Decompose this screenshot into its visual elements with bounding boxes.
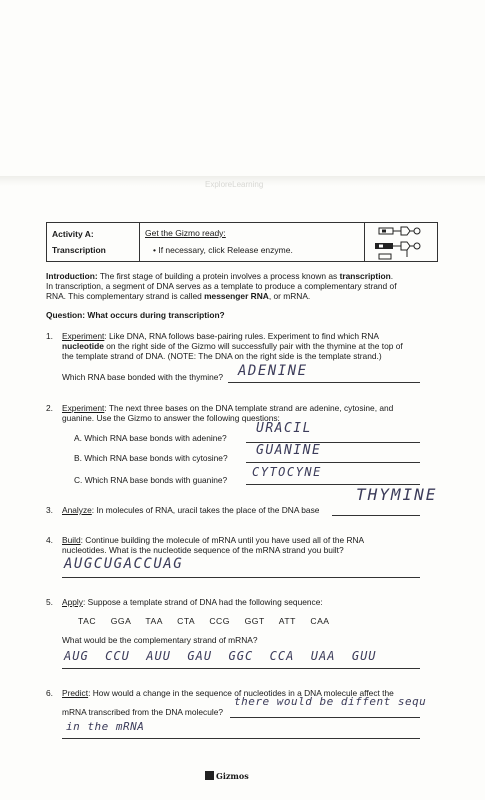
q6-answer-line-2-text[interactable]: in the mRNA bbox=[66, 720, 145, 733]
activity-label-cell bbox=[47, 223, 140, 261]
q1-line-3: the template strand of DNA. (NOTE: The DNA on the right side is the template strand.) bbox=[62, 351, 382, 361]
nucleotide-diagram-icon bbox=[365, 223, 437, 261]
q6-answer-line-1 bbox=[230, 717, 420, 718]
q2a-answer[interactable]: URACIL bbox=[256, 421, 312, 436]
q3-answer[interactable]: THYMINE bbox=[356, 485, 438, 504]
q5-text: Apply: Suppose a template strand of DNA had the following sequence: bbox=[62, 597, 323, 607]
question-heading: Question: What occurs during transcription? bbox=[46, 310, 225, 320]
q2b-answer[interactable]: GUANINE bbox=[256, 443, 322, 458]
setup-bullet: • If necessary, click Release enzyme. bbox=[153, 245, 293, 255]
q2c-prompt: C. Which RNA base bonds with guanine? bbox=[74, 475, 228, 485]
q4-answer[interactable]: AUGCUGACCUAG bbox=[64, 556, 184, 572]
q3-text: Analyze: In molecules of RNA, uracil takes the place of the DNA base bbox=[62, 505, 320, 515]
q4-number: 4. bbox=[46, 535, 53, 545]
q6-line-2: mRNA transcribed from the DNA molecule? bbox=[62, 707, 224, 717]
q1-line-2: nucleotide on the right side of the Gizmo will successfully pair with the thymine at the top of bbox=[62, 341, 403, 351]
intro-line-2: In transcription, a segment of DNA serves as a template to produce a complementary strand of bbox=[46, 281, 397, 291]
activity-table bbox=[46, 222, 438, 262]
footer-text: Gizmos bbox=[216, 771, 249, 781]
q4-line-2: nucleotides. What is the nucleotide sequence of the mRNA strand you built? bbox=[62, 545, 344, 555]
q6-number: 6. bbox=[46, 688, 53, 698]
gizmos-logo-icon bbox=[205, 771, 214, 780]
q2-line-1: Experiment: The next three bases on the DNA template strand are adenine, cytosine, and bbox=[62, 403, 394, 413]
q1-line-1: Experiment: Like DNA, RNA follows base-pairing rules. Experiment to find which RNA bbox=[62, 331, 379, 341]
q5-number: 5. bbox=[46, 597, 53, 607]
faded-header: ExploreLearning bbox=[205, 180, 264, 189]
q3-number: 3. bbox=[46, 505, 53, 515]
q1-answer[interactable]: ADENINE bbox=[238, 363, 308, 379]
q2b-prompt: B. Which RNA base bonds with cytosine? bbox=[74, 453, 228, 463]
q6-line-1: Predict: How would a change in the sequence of nucleotides in a DNA molecule affect the bbox=[62, 688, 394, 698]
q1-number: 1. bbox=[46, 331, 53, 341]
intro-line-3: RNA. This complementary strand is called messenger RNA, or mRNA. bbox=[46, 291, 311, 301]
q2-line-2: guanine. Use the Gizmo to answer the following questions: bbox=[62, 413, 280, 423]
q4-answer-line bbox=[62, 577, 420, 578]
q4-line-1: Build: Continue building the molecule of mRNA until you have used all of the RNA bbox=[62, 535, 365, 545]
q5-answer-line bbox=[62, 668, 420, 669]
gizmos-footer-logo bbox=[205, 771, 249, 781]
q2a-prompt: A. Which RNA base bonds with adenine? bbox=[74, 433, 227, 443]
activity-title: Transcription bbox=[52, 245, 106, 255]
q2b-answer-line bbox=[246, 462, 420, 463]
q3-answer-line bbox=[332, 515, 420, 516]
gizmo-thumbnail-cell bbox=[364, 223, 437, 261]
q5-answer[interactable]: AUG CCU AUU GAU GGC CCA UAA GUU bbox=[64, 649, 377, 663]
get-ready-heading: Get the Gizmo ready: bbox=[145, 228, 226, 238]
q6-answer-line-1-text[interactable]: there would be diffent sequ bbox=[234, 695, 427, 708]
activity-label: Activity A: bbox=[52, 229, 94, 239]
dna-sequence: TAC GGA TAA CTA CCG GGT ATT CAA bbox=[78, 616, 330, 626]
q5-prompt: What would be the complementary strand of mRNA? bbox=[62, 635, 258, 645]
q1-answer-line bbox=[228, 382, 420, 383]
intro-line-1: Introduction: The first stage of building a protein involves a process known as transcription. bbox=[46, 271, 394, 281]
q2c-answer[interactable]: CYTOCYNE bbox=[252, 465, 322, 479]
q6-answer-line-2 bbox=[62, 738, 420, 739]
q1-prompt: Which RNA base bonded with the thymine? bbox=[62, 372, 224, 382]
setup-bullet-text: If necessary, click Release enzyme. bbox=[158, 245, 293, 255]
q2-number: 2. bbox=[46, 403, 53, 413]
